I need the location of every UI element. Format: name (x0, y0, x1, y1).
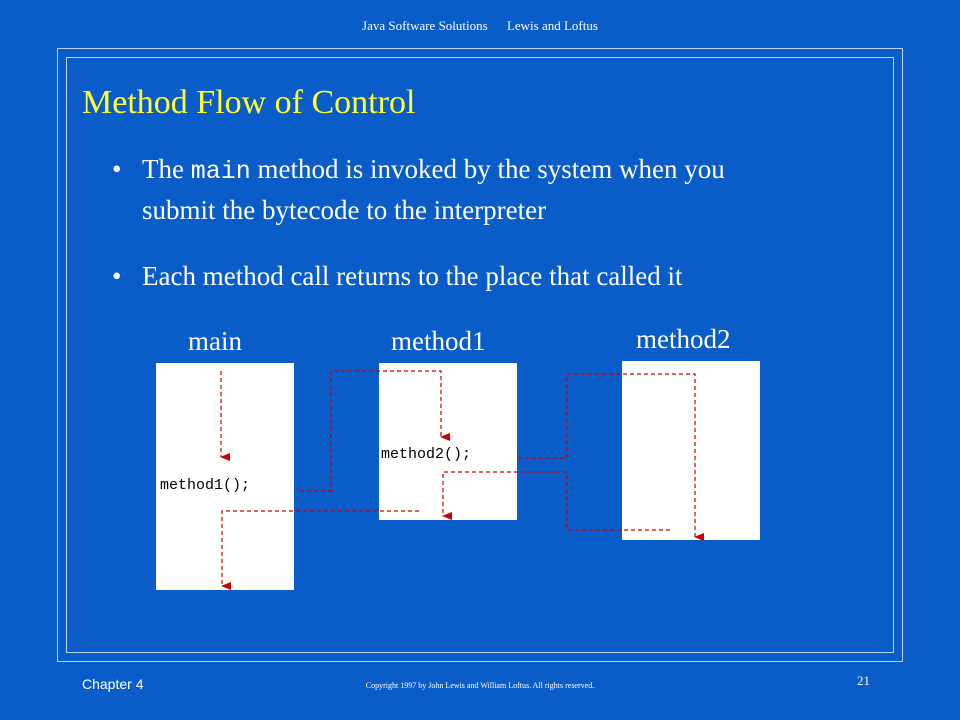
book-authors: Lewis and Loftus (506, 18, 598, 33)
bullet-1-code: main (190, 157, 251, 186)
bullet-dot: • (112, 261, 122, 291)
bullet-1-pre: The (142, 154, 184, 184)
arrow-return-method1 (222, 511, 419, 586)
bullet-dot: • (112, 154, 122, 184)
bullet-1-post: method is invoked by the system when you (257, 154, 725, 184)
slide-title: Method Flow of Control (82, 84, 416, 121)
arrow-return-method2 (443, 472, 670, 530)
page-number: 21 (857, 673, 870, 688)
bullet-1-line2: submit the bytecode to the interpreter (142, 195, 547, 225)
method1-call-code: method1(); (160, 477, 251, 494)
label-main: main (188, 326, 242, 356)
chapter-label: Chapter 4 (82, 676, 144, 692)
label-method1: method1 (391, 326, 486, 356)
book-title: Java Software Solutions (362, 18, 488, 33)
method2-call-code: method2(); (381, 446, 472, 463)
arrow-call-method2 (518, 374, 695, 537)
bullet-2-text: Each method call returns to the place that called it (142, 261, 683, 291)
label-method2: method2 (636, 324, 731, 354)
copyright-notice: Copyright 1997 by John Lewis and William Loftus. All rights reserved. (365, 681, 595, 690)
arrow-call-method1 (300, 371, 441, 491)
